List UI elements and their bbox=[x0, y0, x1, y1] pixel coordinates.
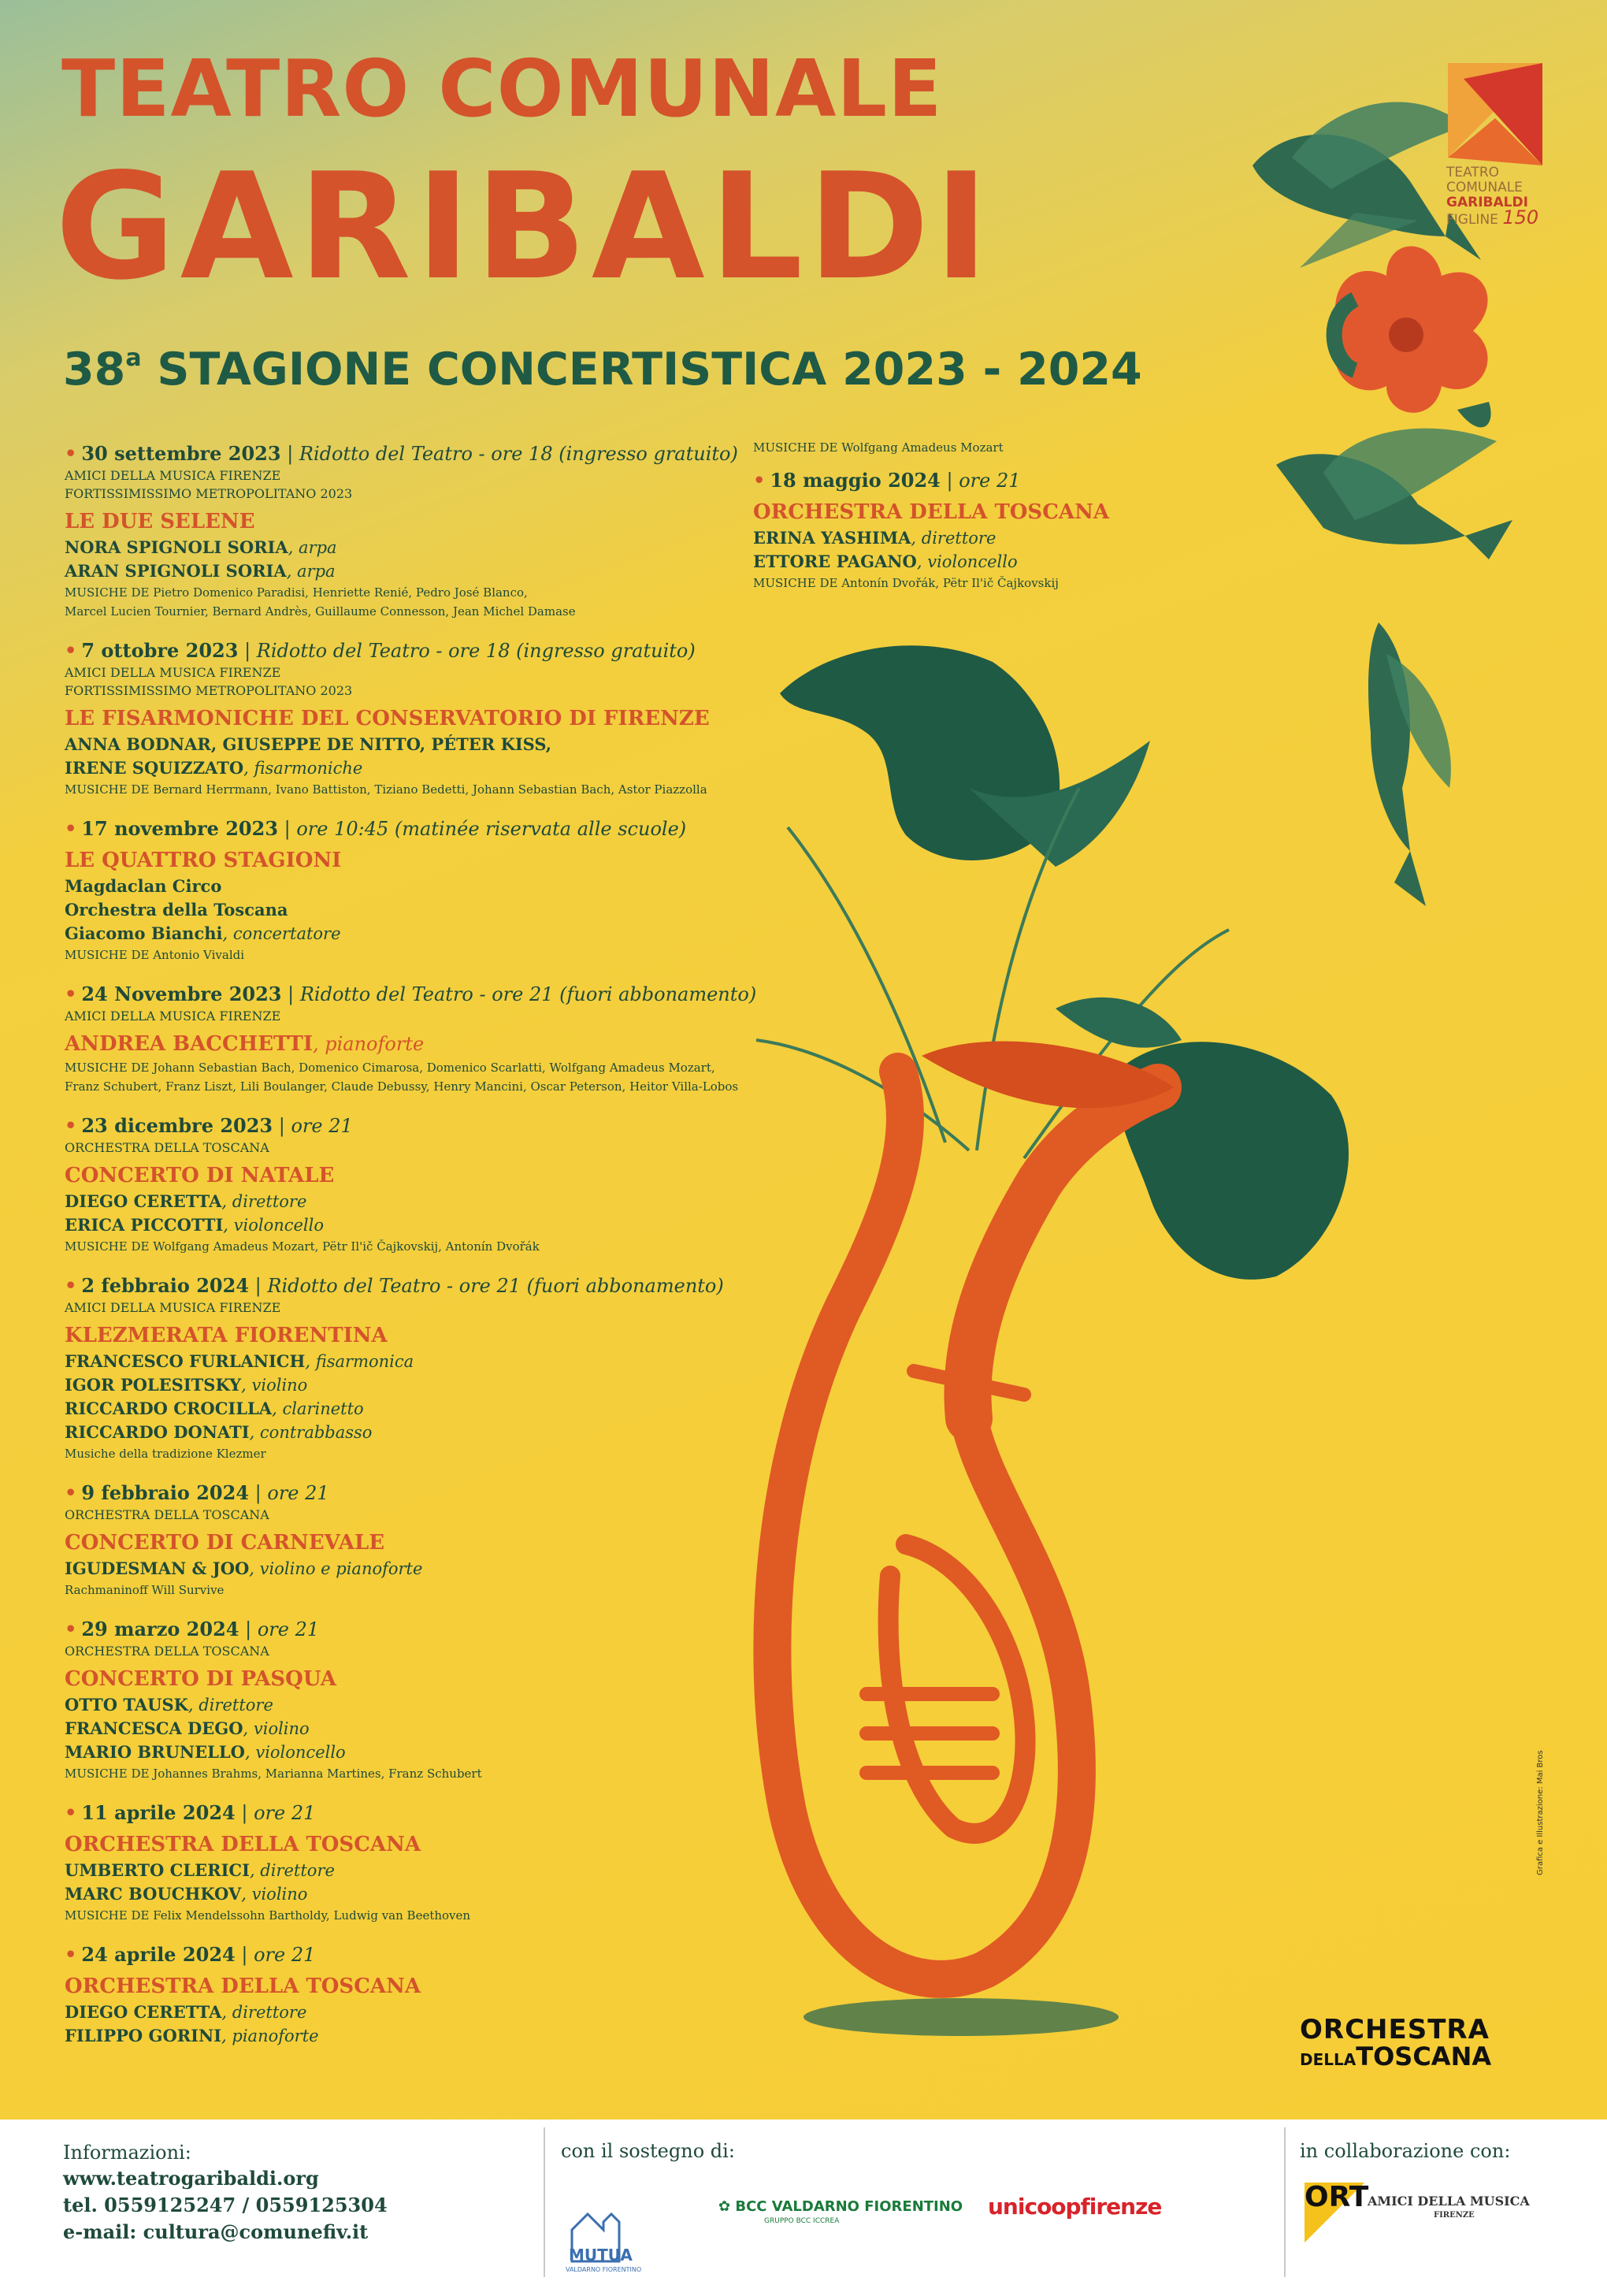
flying-fish-icon bbox=[1276, 429, 1512, 559]
event-performer: MARIO BRUNELLO, violoncello bbox=[65, 1742, 346, 1762]
mutua-logo: MUTUA bbox=[569, 2246, 633, 2264]
right-top-music: MUSICHE DE Wolfgang Amadeus Mozart bbox=[753, 440, 1004, 455]
monstera-leaf-icon bbox=[780, 645, 1150, 867]
support-label: con il sostegno di: bbox=[561, 2140, 735, 2162]
collab-label: in collaborazione con: bbox=[1300, 2140, 1511, 2162]
bullet-icon: • bbox=[65, 1618, 77, 1640]
event-entry bbox=[65, 1273, 758, 1463]
event-organizer: FORTISSIMISSIMO METROPOLITANO 2023 bbox=[65, 683, 353, 698]
event-performer: Orchestra della Toscana bbox=[65, 900, 288, 920]
event-entry bbox=[65, 1800, 758, 1925]
event-organizer: ORCHESTRA DELLA TOSCANA bbox=[65, 1644, 269, 1659]
event-date-line: • 11 aprile 2024 | ore 21 bbox=[65, 1801, 316, 1824]
bcc-sub: GRUPPO BCC ICCREA bbox=[764, 2217, 840, 2225]
event-date-line: • 9 febbraio 2024 | ore 21 bbox=[65, 1481, 329, 1504]
event-date-line: • 23 dicembre 2023 | ore 21 bbox=[65, 1114, 353, 1137]
event-entry bbox=[753, 468, 1163, 593]
event-entry bbox=[65, 1113, 758, 1256]
event-title: LE DUE SELENE bbox=[65, 510, 255, 533]
event-performer: ERICA PICCOTTI, violoncello bbox=[65, 1215, 324, 1235]
program-right-column bbox=[753, 438, 1163, 610]
bullet-icon: • bbox=[65, 1274, 77, 1297]
bullet-icon: • bbox=[65, 983, 77, 1005]
event-music: Franz Schubert, Franz Liszt, Lili Boulanger, Claude Debussy, Henry Mancini, Oscar Peterson, Heitor Villa-Lobos bbox=[65, 1079, 739, 1094]
event-music: MUSICHE DE Johannes Brahms, Marianna Martines, Franz Schubert bbox=[65, 1767, 482, 1781]
info-label: Informazioni: bbox=[63, 2142, 191, 2164]
ort-sponsor-logo: ORT bbox=[1305, 2183, 1364, 2242]
event-music: Rachmaninoff Will Survive bbox=[65, 1583, 225, 1597]
hibiscus-icon bbox=[1334, 247, 1491, 428]
event-performer: ERINA YASHIMA, direttore bbox=[753, 528, 996, 548]
event-title: LE FISARMONICHE DEL CONSERVATORIO DI FIRENZE bbox=[65, 707, 710, 730]
bullet-icon: • bbox=[65, 817, 77, 840]
event-performer: NORA SPIGNOLI SORIA, arpa bbox=[65, 537, 337, 557]
event-music: Marcel Lucien Tournier, Bernard Andrès, Guillaume Connesson, Jean Michel Damase bbox=[65, 604, 576, 619]
event-music: MUSICHE DE Johann Sebastian Bach, Domenico Cimarosa, Domenico Scarlatti, Wolfgang Amadeus Mozart, bbox=[65, 1061, 715, 1075]
event-music: MUSICHE DE Antonio Vivaldi bbox=[65, 948, 245, 962]
bullet-icon: • bbox=[65, 1943, 77, 1966]
event-performer: RICCARDO CROCILLA, clarinetto bbox=[65, 1399, 364, 1418]
event-performer: IGOR POLESITSKY, violino bbox=[65, 1375, 308, 1395]
event-date-line: • 18 maggio 2024 | ore 21 bbox=[753, 469, 1021, 492]
event-music: MUSICHE DE Pietro Domenico Paradisi, Henriette Renié, Pedro José Blanco, bbox=[65, 585, 528, 600]
bullet-icon: • bbox=[65, 1481, 77, 1504]
event-performer: RICCARDO DONATI, contrabbasso bbox=[65, 1422, 373, 1442]
flying-fish-icon bbox=[1368, 622, 1451, 906]
event-date-line: • 24 aprile 2024 | ore 21 bbox=[65, 1943, 316, 1966]
email-link[interactable]: e-mail: cultura@comunefiv.it bbox=[63, 2220, 369, 2243]
footer-divider bbox=[544, 2127, 545, 2277]
event-date-line: • 29 marzo 2024 | ore 21 bbox=[65, 1618, 320, 1640]
event-entry bbox=[65, 638, 758, 799]
title-teatro-comunale: TEATRO COMUNALE bbox=[61, 43, 943, 135]
event-date-line: • 7 ottobre 2023 | Ridotto del Teatro - ore 18 (ingresso gratuito) bbox=[65, 639, 696, 662]
amici-logo: AMICI DELLA MUSICA bbox=[1368, 2194, 1530, 2209]
event-date-line: • 2 febbraio 2024 | Ridotto del Teatro - ore 21 (fuori abbonamento) bbox=[65, 1274, 724, 1297]
event-performer: UMBERTO CLERICI, direttore bbox=[65, 1860, 335, 1880]
event-music: MUSICHE DE Felix Mendelssohn Bartholdy, Ludwig van Beethoven bbox=[65, 1908, 471, 1923]
program-left-column bbox=[65, 441, 758, 2065]
event-title: KLEZMERATA FIORENTINA bbox=[65, 1324, 388, 1347]
event-entry bbox=[65, 1481, 758, 1599]
footer-divider bbox=[1284, 2127, 1286, 2277]
event-performer: ANNA BODNAR, GIUSEPPE DE NITTO, PÉTER KISS, bbox=[65, 734, 552, 754]
event-entry bbox=[65, 816, 758, 964]
event-performer: ETTORE PAGANO, violoncello bbox=[753, 552, 1018, 571]
title-garibaldi: GARIBALDI bbox=[55, 141, 993, 312]
event-performer: FILIPPO GORINI, pianoforte bbox=[65, 2026, 319, 2045]
event-organizer: AMICI DELLA MUSICA FIRENZE bbox=[65, 468, 281, 483]
event-music: MUSICHE DE Wolfgang Amadeus Mozart, Pëtr Il'ič Čajkovskij, Antonín Dvořák bbox=[65, 1239, 540, 1254]
event-music: MUSICHE DE Bernard Herrmann, Ivano Battiston, Tiziano Bedetti, Johann Sebastian Bach, Astor Piazzolla bbox=[65, 782, 707, 797]
event-title: CONCERTO DI PASQUA bbox=[65, 1667, 336, 1691]
teatro-logo-text: TEATRO COMUNALE GARIBALDI FIGLINE 150 bbox=[1446, 165, 1539, 228]
unicoop-logo: unicoopfirenze bbox=[988, 2194, 1162, 2220]
event-date-line: • 24 Novembre 2023 | Ridotto del Teatro - ore 21 (fuori abbonamento) bbox=[65, 983, 757, 1005]
bullet-icon: • bbox=[65, 1114, 77, 1137]
event-performer: Giacomo Bianchi, concertatore bbox=[65, 923, 341, 943]
horn-bell bbox=[922, 1041, 1174, 1108]
phone-numbers: tel. 0559125247 / 0559125304 bbox=[63, 2194, 388, 2216]
bullet-icon: • bbox=[65, 1801, 77, 1824]
event-title: ORCHESTRA DELLA TOSCANA bbox=[65, 1975, 421, 1998]
event-title: CONCERTO DI NATALE bbox=[65, 1164, 335, 1187]
event-date-line: • 17 novembre 2023 | ore 10:45 (matinée riservata alle scuole) bbox=[65, 817, 687, 840]
event-entry bbox=[65, 441, 758, 621]
design-credit: Grafica e Illustrazione: Mai Bros bbox=[1536, 1750, 1545, 1875]
bcc-logo: ✿ BCC VALDARNO FIORENTINO bbox=[718, 2198, 963, 2215]
event-date-line: • 30 settembre 2023 | Ridotto del Teatro - ore 18 (ingresso gratuito) bbox=[65, 442, 738, 465]
event-title: ORCHESTRA DELLA TOSCANA bbox=[753, 500, 1110, 524]
amici-sub: FIRENZE bbox=[1434, 2211, 1475, 2220]
event-music: Musiche della tradizione Klezmer bbox=[65, 1447, 266, 1461]
bcc-mark-icon: ✿ bbox=[718, 2198, 736, 2215]
event-performer: DIEGO CERETTA, direttore bbox=[65, 2002, 307, 2022]
event-entry bbox=[65, 1617, 758, 1783]
bullet-icon: • bbox=[65, 442, 77, 465]
bullet-icon: • bbox=[753, 469, 766, 492]
event-entry bbox=[65, 982, 758, 1096]
event-performer: ARAN SPIGNOLI SORIA, arpa bbox=[65, 561, 336, 581]
event-performer: IRENE SQUIZZATO, fisarmoniche bbox=[65, 758, 363, 778]
event-organizer: ORCHESTRA DELLA TOSCANA bbox=[65, 1140, 269, 1155]
bullet-icon: • bbox=[65, 639, 77, 662]
event-organizer: AMICI DELLA MUSICA FIRENZE bbox=[65, 1300, 281, 1315]
event-performer: FRANCESCO FURLANICH, fisarmonica bbox=[65, 1351, 414, 1371]
event-organizer: FORTISSIMISSIMO METROPOLITANO 2023 bbox=[65, 486, 353, 501]
event-organizer: ORCHESTRA DELLA TOSCANA bbox=[65, 1507, 269, 1522]
ort-logo: ORCHESTRA DELLATOSCANA bbox=[1300, 2014, 1492, 2071]
event-performer: DIEGO CERETTA, direttore bbox=[65, 1191, 307, 1211]
website-link[interactable]: www.teatrogaribaldi.org bbox=[63, 2167, 319, 2190]
horn-icon bbox=[772, 1072, 1158, 1979]
event-performer: MARC BOUCHKOV, violino bbox=[65, 1884, 308, 1904]
event-title: ORCHESTRA DELLA TOSCANA bbox=[65, 1833, 421, 1856]
mutua-sub: VALDARNO FIORENTINO bbox=[566, 2266, 642, 2273]
event-title: ANDREA BACCHETTI, pianoforte bbox=[65, 1032, 425, 1056]
event-music: MUSICHE DE Antonín Dvořák, Pëtr Il'ič Čajkovskij bbox=[753, 576, 1059, 590]
shadow bbox=[804, 1998, 1119, 2036]
event-entry bbox=[65, 1942, 758, 2048]
event-performer: Magdaclan Circo bbox=[65, 876, 222, 896]
event-performer: OTTO TAUSK, direttore bbox=[65, 1695, 273, 1715]
event-performer: FRANCESCA DEGO, violino bbox=[65, 1718, 310, 1738]
event-performer: IGUDESMAN & JOO, violino e pianoforte bbox=[65, 1559, 423, 1578]
event-title: CONCERTO DI CARNEVALE bbox=[65, 1531, 385, 1555]
season-subtitle: 38$^a$ STAGIONE CONCERTISTICA 2023 - 2024 bbox=[63, 344, 1142, 396]
event-organizer: AMICI DELLA MUSICA FIRENZE bbox=[65, 665, 281, 680]
footer-info bbox=[63, 2140, 388, 2246]
event-title: LE QUATTRO STAGIONI bbox=[65, 849, 342, 872]
event-organizer: AMICI DELLA MUSICA FIRENZE bbox=[65, 1009, 281, 1024]
